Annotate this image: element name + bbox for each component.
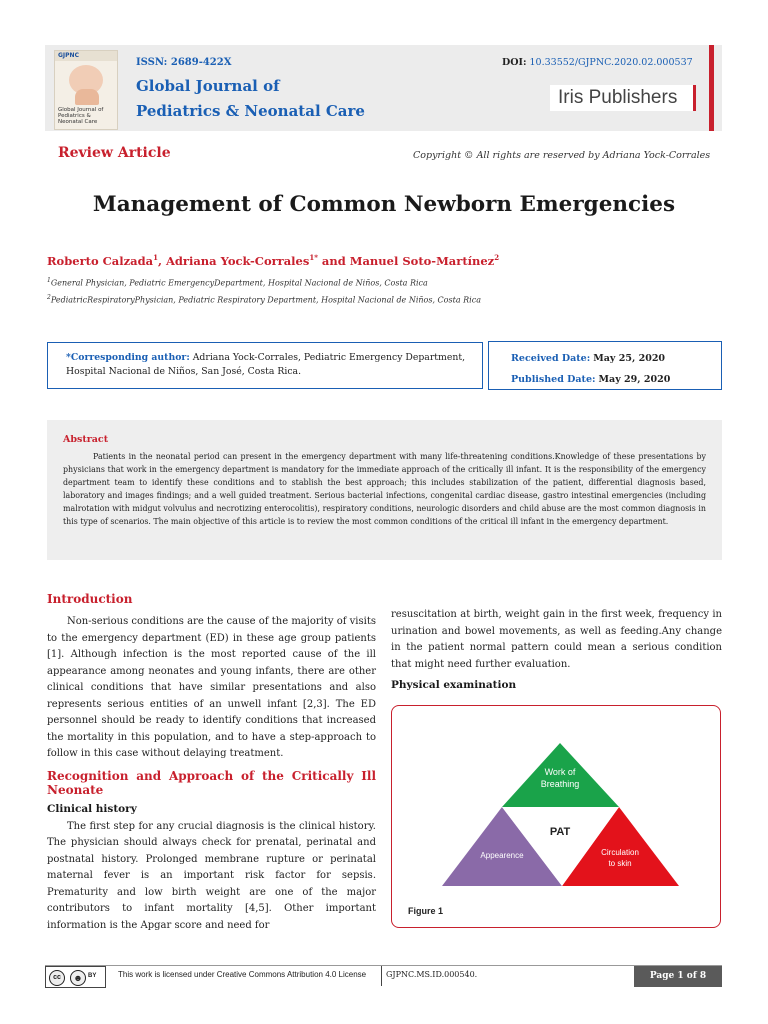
pat-triangle-diagram xyxy=(392,706,722,929)
corresponding-author-label: *Corresponding author: xyxy=(66,352,190,363)
circulation-label-line2: to skin xyxy=(608,859,632,868)
attribution-person-icon: ☻ xyxy=(70,970,86,986)
doi-label: DOI: xyxy=(502,57,527,68)
work-of-breathing-label-line1: Work of xyxy=(544,767,576,777)
abstract-heading: Abstract xyxy=(63,434,109,445)
cc-icon: cc xyxy=(49,970,65,986)
cc-license-badge[interactable] xyxy=(45,966,106,988)
author-list: Roberto Calzada$^1$, Adriana Yock-Corrales$^{1*}$ and Manuel Soto-Martínez$^2$ xyxy=(47,253,500,268)
journal-title-line1: Global Journal of xyxy=(136,77,280,95)
footer-divider xyxy=(45,965,722,966)
author-name: Roberto Calzada xyxy=(47,253,154,268)
received-label: Received Date: xyxy=(511,353,591,364)
received-date: May 25, 2020 xyxy=(593,353,666,364)
journal-cover-image xyxy=(54,50,118,130)
clinical-history-paragraph: The first step for any crucial diagnosis is the clinical history. The physician should always check for prenatal, perinatal and postnatal history. Prolonged membrane rupture or perinatal maternal fever is an important risk factor for sepsis. Prematurity and low birth weight are one of the major contributors to infant mortality [4,5]. Other important information is the Apgar score and need for xyxy=(47,820,376,931)
published-date: May 29, 2020 xyxy=(598,374,671,385)
by-label: BY xyxy=(88,973,97,979)
right-column-paragraph: resuscitation at birth, weight gain in the first week, frequency in urination and bowel movements, as well as feeding.Any change in the patient normal pattern could mean a serious condition that might need further evaluation. xyxy=(391,609,722,670)
introduction-paragraph: Non-serious conditions are the cause of the majority of visits to the emergency department (ED) in these age group patients [1]. Although infection is the most reported cause of the ill appearance among neonates and young infants, there are other clinical conditions that have similar presentations and also represents serious entities of an unwell infant [2,3]. The ED personnel should be ready to identify conditions that increased the mortality in this population, and to have a step-approach to follow in this case without delaying treatment. xyxy=(47,616,376,759)
issn: ISSN: 2689-422X xyxy=(136,57,232,68)
pat-label: PAT xyxy=(549,826,571,838)
publisher-logo: Iris Publishers xyxy=(550,85,696,111)
abstract-box xyxy=(47,420,722,560)
affiliation-1: $^1$General Physician, Pediatric EmergencyDepartment, Hospital Nacional de Niños, Costa Rica xyxy=(47,277,428,288)
right-column xyxy=(391,607,722,691)
work-of-breathing-label-line2: Breathing xyxy=(540,779,580,789)
article-title: Management of Common Newborn Emergencies xyxy=(92,192,676,217)
dates-box xyxy=(488,341,722,390)
author-name: Adriana Yock-Corrales xyxy=(165,253,310,268)
appearance-label: Appearence xyxy=(480,851,524,860)
left-column xyxy=(47,592,376,934)
recognition-heading: Recognition and Approach of the Critically Ill Neonate xyxy=(47,768,376,797)
header-accent-bar xyxy=(709,45,714,131)
circulation-label-line1: Circulation xyxy=(601,848,639,857)
affiliation-2: $^2$PediatricRespiratoryPhysician, Pediatric Respiratory Department, Hospital Nacional de Niños, Costa Rica xyxy=(47,294,481,305)
physical-exam-heading: Physical examination xyxy=(391,679,517,691)
cover-logo: GJPNC xyxy=(58,52,79,59)
clinical-history-heading: Clinical history xyxy=(47,802,137,815)
introduction-heading: Introduction xyxy=(47,592,133,606)
corresponding-author-box: *Corresponding author: Adriana Yock-Corrales, Pediatric Emergency Department, Hospital Nacional de Niños, San José, Costa Rica. xyxy=(47,342,483,389)
journal-title-line2: Pediatrics & Neonatal Care xyxy=(136,102,365,120)
abstract-text: Patients in the neonatal period can present in the emergency department with many life-threatening conditions.Knowledge of these presentations by physicians that work in the emergency department is mandatory for the immediate approach of the critically ill infant. It is the responsibility of the emergency department team to identify these conditions and to stablish the best approach; this includes stabilization of the patient, differential diagnosis based, laboratory and images findings; and a well guided treatment. Serious bacterial infections, congenital cardiac disease, gastro intestinal emergencies (including malrotation with midgut volvulus and necrotizing enterocolitis), respiratory conditions, neurologic disorders and child abuse are the most common diagnosis in this type of scenarios. The main objective of this article is to review the most common conditions of the critical ill infant in the emergency department. xyxy=(63,452,706,526)
figure-caption: Figure 1 xyxy=(408,906,444,916)
article-type: Review Article xyxy=(58,145,171,161)
published-label: Published Date: xyxy=(511,374,596,385)
manuscript-id: GJPNC.MS.ID.000540. xyxy=(386,970,478,979)
doi[interactable] xyxy=(502,57,693,68)
page-number: Page 1 of 8 xyxy=(634,966,722,987)
copyright-notice: Copyright © All rights are reserved by Adriana Yock-Corrales xyxy=(413,150,711,161)
cover-text: Global Journal of Pediatrics & Neonatal Care xyxy=(58,107,104,125)
footer-separator xyxy=(381,966,382,986)
figure-1 xyxy=(391,705,721,928)
doi-link[interactable]: 10.33552/GJPNC.2020.02.000537 xyxy=(529,57,693,68)
author-name: Manuel Soto-Martínez xyxy=(349,253,495,268)
license-text[interactable]: This work is licensed under Creative Commons Attribution 4.0 License xyxy=(118,970,367,979)
